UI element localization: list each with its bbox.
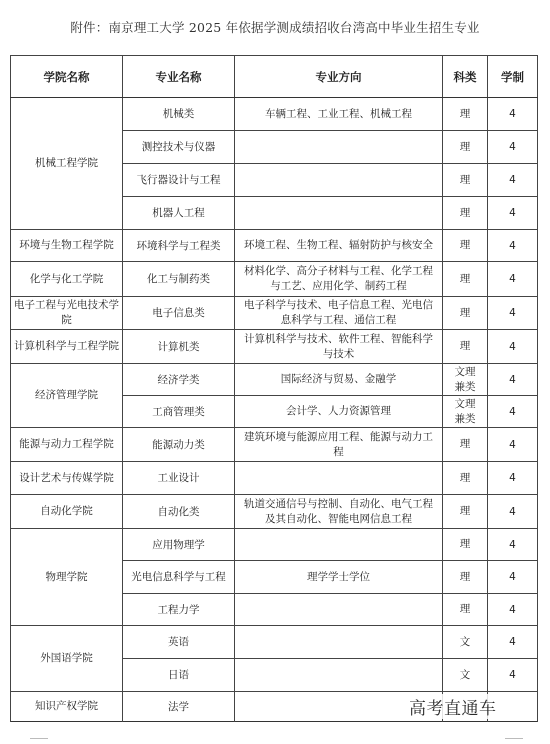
major-cell: 计算机类	[123, 330, 235, 364]
direction-cell	[235, 626, 443, 659]
years-cell: 4	[488, 131, 538, 164]
direction-cell	[235, 164, 443, 197]
table-row	[11, 495, 538, 529]
subject-cell: 理	[443, 164, 488, 197]
subject-cell: 理	[443, 297, 488, 330]
years-cell: 4	[488, 364, 538, 396]
direction-cell: 电子科学与技术、电子信息工程、光电信息科学与工程、通信工程	[235, 297, 443, 330]
subject-cell: 文	[443, 626, 488, 659]
years-cell: 4	[488, 330, 538, 364]
major-cell: 光电信息科学与工程	[123, 561, 235, 594]
header-college: 学院名称	[11, 56, 123, 98]
direction-cell	[235, 197, 443, 230]
major-cell: 机器人工程	[123, 197, 235, 230]
table-row	[11, 297, 538, 330]
major-cell: 测控技术与仪器	[123, 131, 235, 164]
table-row	[11, 529, 538, 561]
subject-cell: 理	[443, 428, 488, 462]
page-tick-mark	[30, 738, 48, 739]
college-cell: 经济管理学院	[11, 364, 123, 428]
subject-cell: 理	[443, 495, 488, 529]
subject-cell: 理	[443, 131, 488, 164]
years-cell: 4	[488, 297, 538, 330]
page-bottom-edge	[0, 736, 550, 744]
direction-cell	[235, 462, 443, 495]
direction-cell: 车辆工程、工业工程、机械工程	[235, 98, 443, 131]
direction-cell: 轨道交通信号与控制、自动化、电气工程及其自动化、智能电网信息工程	[235, 495, 443, 529]
major-cell: 工商管理类	[123, 396, 235, 428]
direction-cell	[235, 529, 443, 561]
direction-cell: 理学学士学位	[235, 561, 443, 594]
direction-cell: 环境工程、生物工程、辐射防护与核安全	[235, 230, 443, 262]
years-cell: 4	[488, 561, 538, 594]
direction-cell: 计算机科学与技术、软件工程、智能科学与技术	[235, 330, 443, 364]
college-cell: 计算机科学与工程学院	[11, 330, 123, 364]
major-cell: 电子信息类	[123, 297, 235, 330]
major-cell: 化工与制药类	[123, 262, 235, 297]
subject-cell: 理	[443, 262, 488, 297]
years-cell: 4	[488, 98, 538, 131]
years-cell: 4	[488, 230, 538, 262]
subject-cell: 理	[443, 561, 488, 594]
major-cell: 工程力学	[123, 594, 235, 626]
subject-cell: 文理兼类	[443, 396, 488, 428]
years-cell: 4	[488, 197, 538, 230]
college-cell: 外国语学院	[11, 626, 123, 692]
major-cell: 工业设计	[123, 462, 235, 495]
subject-cell: 理	[443, 529, 488, 561]
header-subject: 科类	[443, 56, 488, 98]
years-cell: 4	[488, 495, 538, 529]
table-row	[11, 462, 538, 495]
major-cell: 日语	[123, 659, 235, 692]
major-cell: 环境科学与工程类	[123, 230, 235, 262]
table-row	[11, 428, 538, 462]
years-cell: 4	[488, 396, 538, 428]
table-row	[11, 262, 538, 297]
table-row	[11, 230, 538, 262]
table-header-row	[11, 56, 538, 98]
years-cell: 4	[488, 262, 538, 297]
college-cell: 化学与化工学院	[11, 262, 123, 297]
direction-cell: 建筑环境与能源应用工程、能源与动力工程	[235, 428, 443, 462]
years-cell: 4	[488, 462, 538, 495]
subject-cell: 理	[443, 462, 488, 495]
college-cell: 物理学院	[11, 529, 123, 626]
years-cell: 4	[488, 626, 538, 659]
major-cell: 法学	[123, 692, 235, 722]
direction-cell: 会计学、人力资源管理	[235, 396, 443, 428]
admissions-majors-table	[10, 55, 538, 722]
table-row	[11, 364, 538, 396]
table-row	[11, 626, 538, 659]
direction-cell: 材料化学、高分子材料与工程、化学工程与工艺、应用化学、制药工程	[235, 262, 443, 297]
header-major: 专业名称	[123, 56, 235, 98]
subject-cell: 理	[443, 197, 488, 230]
college-cell: 自动化学院	[11, 495, 123, 529]
years-cell: 4	[488, 659, 538, 692]
header-years: 学制	[488, 56, 538, 98]
subject-cell: 理	[443, 98, 488, 131]
years-cell: 4	[488, 529, 538, 561]
table-body	[11, 98, 538, 722]
direction-cell	[235, 659, 443, 692]
years-cell: 4	[488, 164, 538, 197]
major-cell: 应用物理学	[123, 529, 235, 561]
table-row	[11, 330, 538, 364]
subject-cell: 理	[443, 330, 488, 364]
major-cell: 机械类	[123, 98, 235, 131]
page-tick-mark	[505, 738, 523, 739]
major-cell: 能源动力类	[123, 428, 235, 462]
subject-cell: 文理兼类	[443, 364, 488, 396]
header-direction: 专业方向	[235, 56, 443, 98]
major-cell: 自动化类	[123, 495, 235, 529]
table-row	[11, 98, 538, 131]
college-cell: 电子工程与光电技术学院	[11, 297, 123, 330]
college-cell: 知识产权学院	[11, 692, 123, 722]
subject-cell: 理	[443, 594, 488, 626]
subject-cell: 文	[443, 659, 488, 692]
years-cell: 4	[488, 428, 538, 462]
major-cell: 英语	[123, 626, 235, 659]
subject-cell: 理	[443, 230, 488, 262]
watermark: 高考直通车	[403, 694, 503, 719]
major-cell: 飞行器设计与工程	[123, 164, 235, 197]
college-cell: 机械工程学院	[11, 98, 123, 230]
direction-cell	[235, 594, 443, 626]
years-cell: 4	[488, 594, 538, 626]
document-title: 附件：南京理工大学 2025 年依据学测成绩招收台湾高中毕业生招生专业	[70, 20, 480, 35]
college-cell: 环境与生物工程学院	[11, 230, 123, 262]
college-cell: 设计艺术与传媒学院	[11, 462, 123, 495]
major-cell: 经济学类	[123, 364, 235, 396]
direction-cell	[235, 131, 443, 164]
college-cell: 能源与动力工程学院	[11, 428, 123, 462]
direction-cell: 国际经济与贸易、金融学	[235, 364, 443, 396]
